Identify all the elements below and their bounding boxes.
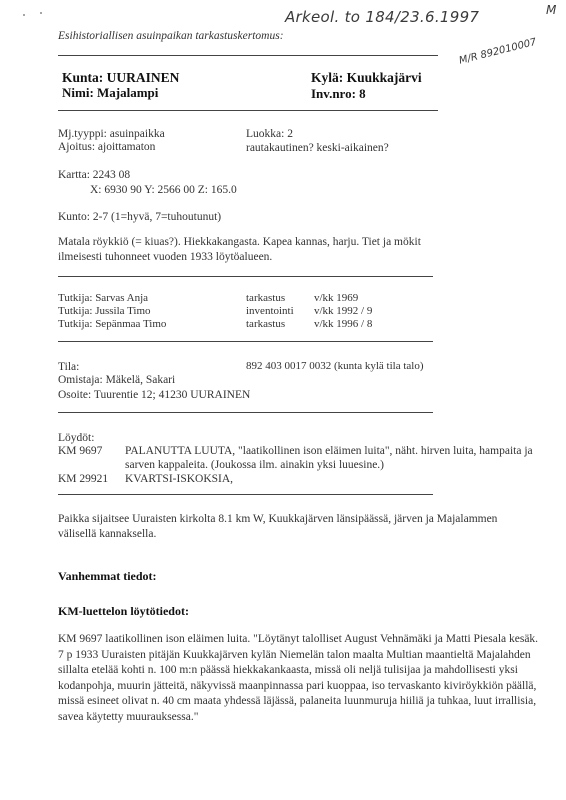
- kunta-field: Kunta: UURAINEN: [62, 70, 180, 85]
- researcher-2-date: v/kk 1992 / 9: [314, 305, 373, 317]
- researcher-1-name: Tutkija: Sarvas Anja: [58, 292, 149, 304]
- title-underline: [58, 55, 438, 56]
- site-description: Matala röykkiö (= kiuas?). Hiekkakangasta. Kapea kannas, harju. Tiet ja mökit ilmeisesti tuhonneet vuoden 1933 löytöalueen.: [58, 236, 421, 263]
- luokka-field: Luokka: 2: [246, 128, 293, 140]
- find-1-text-cont: sarven kappaleita. (Joukossa ilm. ainakin yksi luuesine.): [125, 459, 385, 471]
- tila-value: 892 403 0017 0032 (kunta kylä tila talo): [246, 360, 424, 372]
- older-info-heading: Vanhemmat tiedot:: [58, 569, 157, 583]
- handwritten-archive-note: Arkeol. to 184/23.6.1997: [285, 8, 480, 26]
- researcher-3-date: v/kk 1996 / 8: [314, 318, 373, 330]
- find-2-text: KVARTSI-ISKOKSIA,: [125, 473, 234, 485]
- km-catalogue-text: KM 9697 laatikollinen ison eläimen luita. "Löytänyt talolliset August Vehnämäki ja Matti Piesala kesäk. 7 p 1933 Uuraisten pitäjän Kuukkajärven kylän Niemelän talon maalta Multian maantieltä Majalahden sillalta etelää kohti n. 100 m:n päässä hiekkakankaasta, missä oli neljä tulisijaa ja mahdollisesti yksi kodanpohja, muurin jätteitä, näkyvissä maanpinnassa pari kuoppaa, iso tervaskanto kiviröykkiön päällä, missä esineet olivat n. 40 cm maata yhdessä läjässä, palaneita luunmuruja hiiliä ja tuhkaa, luut irrallisia, savea käytetty muurauksessa.": [58, 633, 539, 723]
- find-1-text: PALANUTTA LUUTA, "laatikollinen ison eläimen luita", näht. hirven luita, hampaita ja: [125, 445, 533, 457]
- osoite-field: Osoite: Tuurentie 12; 41230 UURAINEN: [58, 389, 251, 401]
- researcher-1-type: tarkastus: [246, 292, 286, 304]
- luokka-note: rautakautinen? keski-aikainen?: [246, 142, 389, 154]
- kunto-field: Kunto: 2-7 (1=hyvä, 7=tuhoutunut): [58, 211, 222, 223]
- kartta-field: Kartta: 2243 08: [58, 169, 131, 181]
- researcher-2-name: Tutkija: Jussila Timo: [58, 305, 151, 317]
- description-rule: [58, 276, 433, 277]
- coordinates: X: 6930 90 Y: 2566 00 Z: 165.0: [90, 184, 237, 196]
- handwritten-side-note: M/R 892010007: [458, 36, 538, 67]
- header-rule: [58, 110, 438, 111]
- find-1-code: KM 9697: [58, 445, 103, 457]
- ajoitus-field: Ajoitus: ajoittamaton: [58, 141, 156, 153]
- researcher-1-date: v/kk 1969: [314, 292, 359, 304]
- finds-heading: Löydöt:: [58, 432, 95, 444]
- researcher-3-type: tarkastus: [246, 318, 286, 330]
- researcher-3-name: Tutkija: Sepänmaa Timo: [58, 318, 167, 330]
- mjtyyppi-field: Mj.tyyppi: asuinpaikka: [58, 128, 165, 140]
- nimi-field: Nimi: Majalampi: [62, 85, 159, 100]
- kyla-field: Kylä: Kuukkajärvi: [311, 70, 422, 85]
- scan-speck: [40, 12, 42, 14]
- scan-speck: [23, 14, 25, 16]
- finds-rule: [58, 494, 433, 495]
- invnro-field: Inv.nro: 8: [311, 86, 366, 101]
- handwritten-corner-mark: M: [546, 3, 557, 17]
- report-title: Esihistoriallisen asuinpaikan tarkastuskertomus:: [58, 30, 284, 42]
- omistaja-field: Omistaja: Mäkelä, Sakari: [58, 374, 176, 386]
- km-catalogue-heading: KM-luettelon löytötiedot:: [58, 604, 189, 618]
- researchers-rule: [58, 341, 433, 342]
- property-rule: [58, 412, 433, 413]
- location-text: Paikka sijaitsee Uuraisten kirkolta 8.1 km W, Kuukkajärven länsipäässä, järven ja Majalammen välisellä kannaksella.: [58, 513, 498, 540]
- researcher-2-type: inventointi: [246, 305, 294, 317]
- tila-label: Tila:: [58, 361, 80, 373]
- find-2-code: KM 29921: [58, 473, 109, 485]
